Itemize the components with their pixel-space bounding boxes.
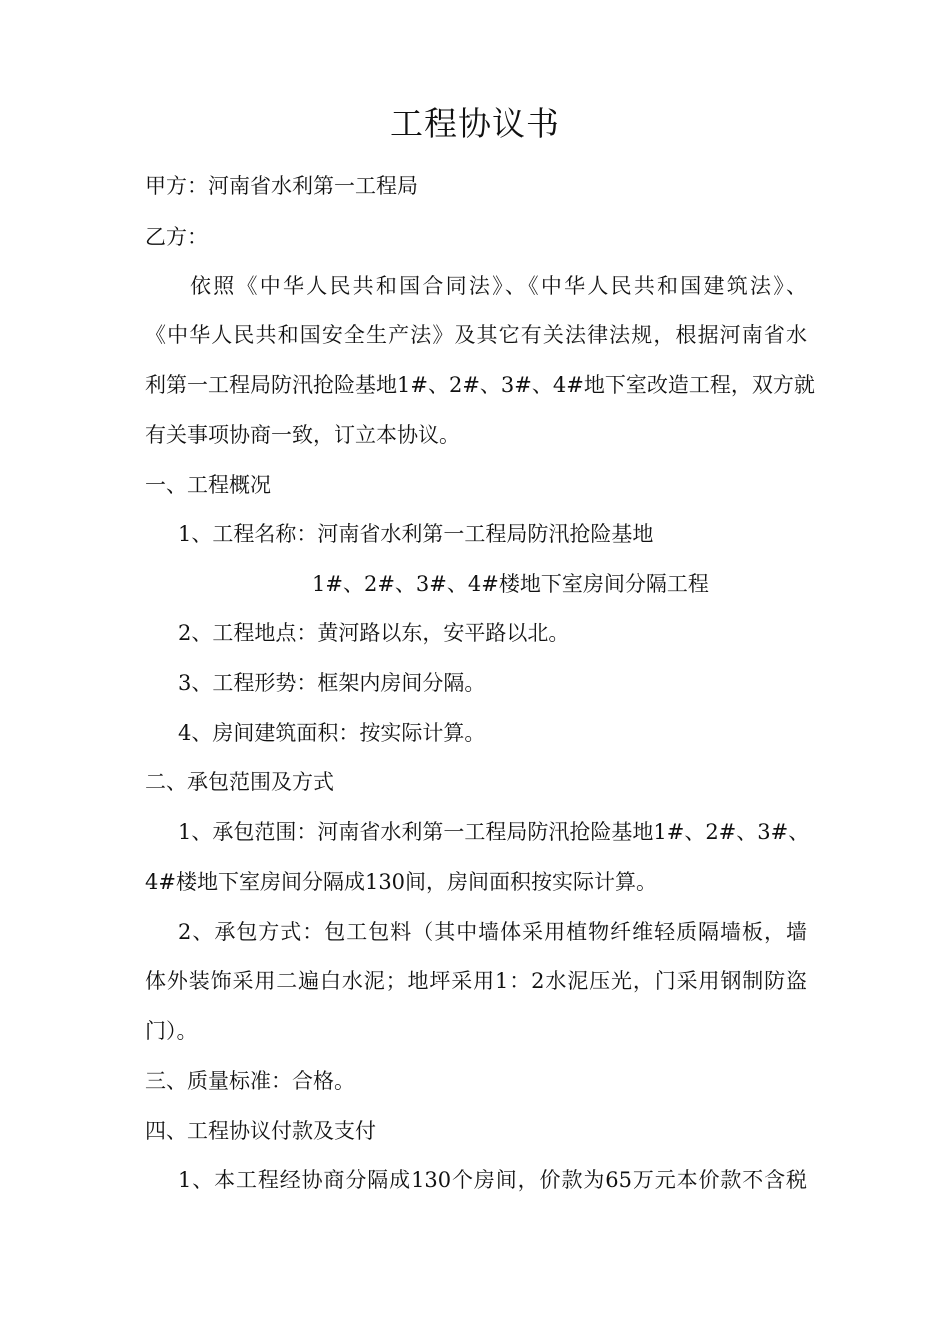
project-name-line-2: 1#、2#、3#、4#楼地下室房间分隔工程 [312,572,709,596]
method-line-1: 2、承包方式：包工包料（其中墙体采用植物纤维轻质隔墙板，墙 [178,920,807,944]
party-b: 乙方： [145,225,208,249]
intro-line-2: 《中华人民共和国安全生产法》及其它有关法律法规，根据河南省水 [145,323,807,347]
section-4-heading: 四、工程协议付款及支付 [145,1119,376,1143]
building-area: 4、房间建筑面积：按实际计算。 [178,721,486,745]
project-name-line-1: 1、工程名称：河南省水利第一工程局防汛抢险基地 [178,522,654,546]
section-3-heading: 三、质量标准：合格。 [145,1069,355,1093]
project-form: 3、工程形势：框架内房间分隔。 [178,671,486,695]
intro-line-4: 有关事项协商一致，订立本协议。 [145,423,460,447]
method-line-2: 体外装饰采用二遍白水泥；地坪采用1：2水泥压光，门采用钢制防盗 [145,969,807,993]
section-1-heading: 一、工程概况 [145,473,271,497]
intro-line-1: 依照《中华人民共和国合同法》、《中华人民共和国建筑法》、 [190,274,807,298]
method-line-3: 门）。 [145,1019,198,1043]
intro-line-3: 利第一工程局防汛抢险基地1#、2#、3#、4#地下室改造工程，双方就 [145,373,815,397]
party-a: 甲方：河南省水利第一工程局 [145,174,418,198]
scope-line-1: 1、承包范围：河南省水利第一工程局防汛抢险基地1#、2#、3#、 [178,820,810,844]
document-title: 工程协议书 [390,104,560,143]
project-location: 2、工程地点：黄河路以东，安平路以北。 [178,621,570,645]
scope-line-2: 4#楼地下室房间分隔成130间，房间面积按实际计算。 [145,870,658,894]
section-2-heading: 二、承包范围及方式 [145,770,334,794]
payment-item-1: 1、本工程经协商分隔成130个房间，价款为65万元本价款不含税 [178,1168,807,1192]
